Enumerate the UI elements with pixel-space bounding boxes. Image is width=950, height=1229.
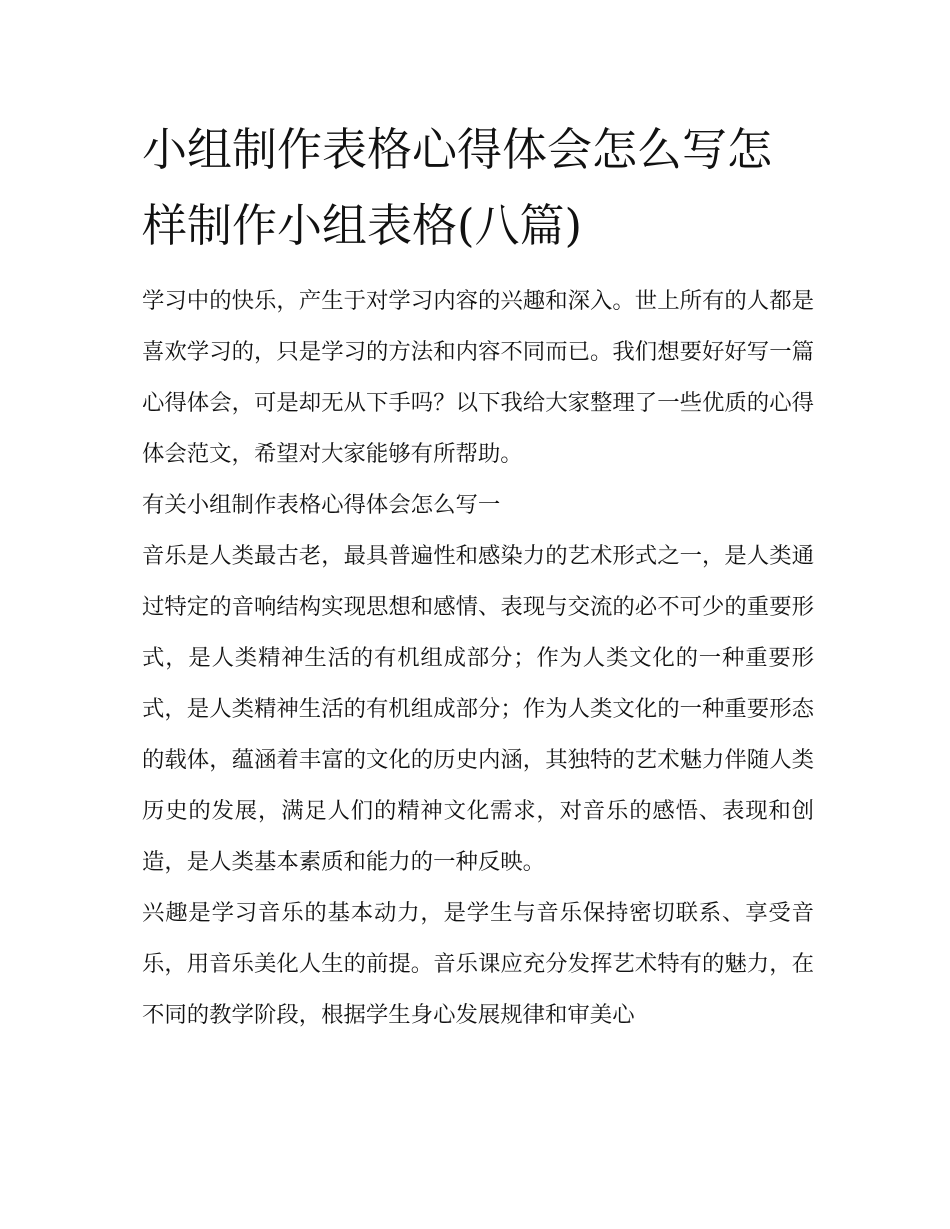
intro-paragraph: 学习中的快乐，产生于对学习内容的兴趣和深入。世上所有的人都是喜欢学习的，只是学习的方法和内容不同而已。我们想要好好写一篇心得体会，可是却无从下手吗？以下我给大家整理了一些优质的心得体会范文，希望对大家能够有所帮助。 [142,288,814,467]
body-paragraph-2: 兴趣是学习音乐的基本动力，是学生与音乐保持密切联系、享受音乐，用音乐美化人生的前提。音乐课应充分发挥艺术特有的魅力，在不同的教学阶段，根据学生身心发展规律和审美心 [142,900,814,1028]
document-title: 小组制作表格心得体会怎么写怎样制作小组表格(八篇) [142,123,773,252]
document-content [142,112,814,1041]
body-paragraph-1: 音乐是人类最古老，最具普遍性和感染力的艺术形式之一，是人类通过特定的音响结构实现思想和感情、表现与交流的必不可少的重要形式，是人类精神生活的有机组成部分；作为人类文化的一种重要形式，是人类精神生活的有机组成部分；作为人类文化的一种重要形态的载体，蕴涵着丰富的文化的历史内涵，其独特的艺术魅力伴随人类历史的发展，满足人们的精神文化需求，对音乐的感悟、表现和创造，是人类基本素质和能力的一种反映。 [142,543,814,875]
section-heading: 有关小组制作表格心得体会怎么写一 [142,492,501,518]
